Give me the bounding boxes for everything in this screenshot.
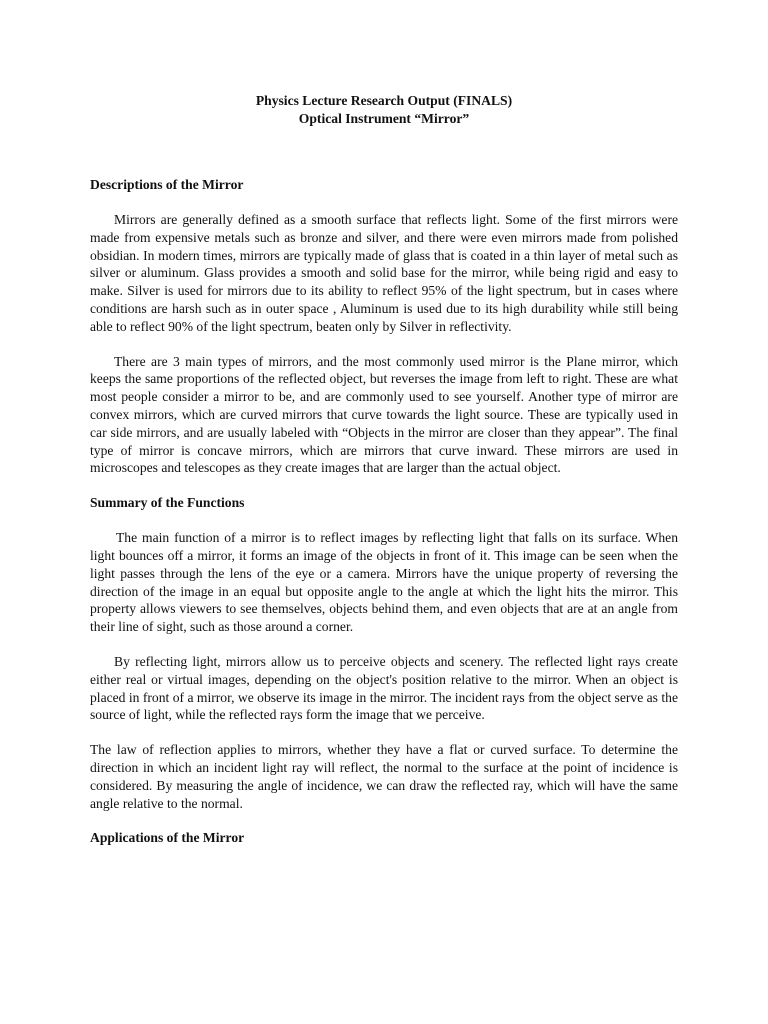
section-heading-applications: Applications of the Mirror bbox=[90, 830, 245, 846]
paragraph-functions-1: The main function of a mirror is to reflect images by reflecting light that falls on its surface. When light bounces off a mirror, it forms an image of the objects in front of it. This image can be seen when the light passes through the lens of the eye or a camera. Mirrors have the unique property of reversing the direction of the image in an equal but opposite angle to the angle at which the light hits the mirror. This property allows viewers to see themselves, objects behind them, and even objects that are at an angle from their line of sight, such as those around a corner. bbox=[90, 530, 678, 635]
paragraph-functions-3: The law of reflection applies to mirrors, whether they have a flat or curved surface. To determine the direction in which an incident light ray will reflect, the normal to the surface at the point of incidence is considered. By measuring the angle of incidence, we can draw the reflected ray, which will have the same angle relative to the normal. bbox=[90, 742, 678, 811]
paragraph-functions-2: By reflecting light, mirrors allow us to perceive objects and scenery. The reflected light rays create either real or virtual images, depending on the object's position relative to the mirror. When an object is placed in front of a mirror, we observe its image in the mirror. The incident rays from the object serve as the source of light, while the reflected rays form the image that we perceive. bbox=[90, 653, 678, 723]
paragraph-descriptions-2: There are 3 main types of mirrors, and the most commonly used mirror is the Plane mirror, which keeps the same proportions of the reflected object, but reverses the image from left to right. These are what most people consider a mirror to be, and are commonly used to see yourself. Another type of mirror are convex mirrors, which are curved mirrors that curve towards the light source. These are typically used in car side mirrors, and are usually labeled with “Objects in the mirror are closer than they appear”. The final type of mirror is concave mirrors, which are mirrors that curve inward. These mirrors are used in microscopes and telescopes as they create images that are larger than the actual object. bbox=[90, 353, 678, 476]
paragraph-descriptions-1: Mirrors are generally defined as a smooth surface that reflects light. Some of the first mirrors were made from expensive metals such as bronze and silver, and there were even mirrors made from polished obsidian. In modern times, mirrors are typically made of glass that is coated in a thin layer of metal such as silver or aluminum. Glass provides a smooth and solid base for the mirror, while being rigid and easy to make. Silver is used for mirrors due to its ability to reflect 95% of the light spectrum, but in cases where conditions are harsh such as in outer space , Aluminum is used due to its high durability while still being able to reflect 90% of the light spectrum, beaten only by Silver in reflectivity. bbox=[90, 212, 678, 334]
document-title-line1: Physics Lecture Research Output (FINALS) bbox=[255, 93, 513, 108]
document-title-line2: Optical Instrument “Mirror” bbox=[298, 111, 470, 126]
section-heading-descriptions: Descriptions of the Mirror bbox=[90, 177, 244, 192]
document-page bbox=[90, 92, 678, 847]
section-heading-functions: Summary of the Functions bbox=[90, 495, 245, 511]
